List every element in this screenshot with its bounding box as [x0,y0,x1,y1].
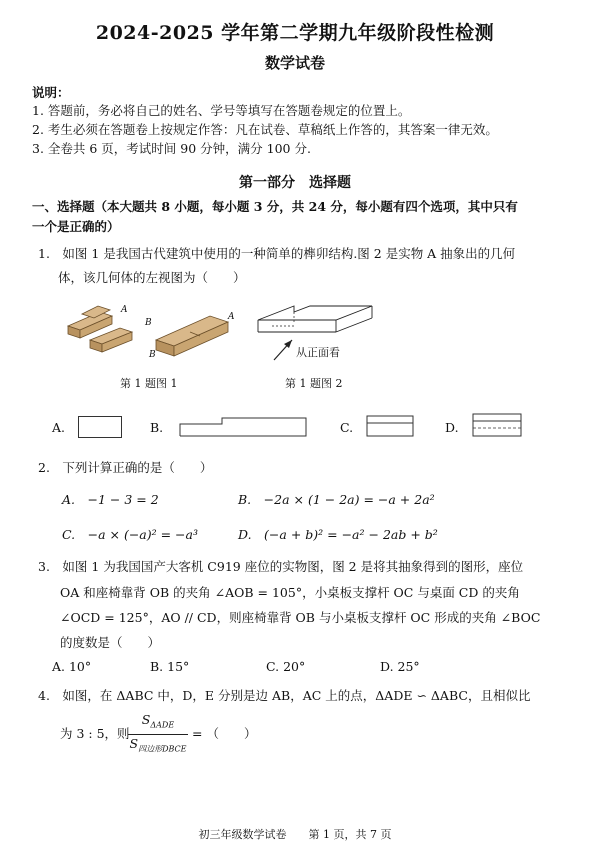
q3-option-c: C. 20° [266,659,306,674]
q3-option-b: B. 15° [150,659,190,674]
page-title: 2024-2025 学年第二学期九年级阶段性检测 [95,22,495,44]
fig1-label-b1: B [145,318,152,328]
instructions-heading: 说明： [32,85,70,100]
q2-stem: 2. 下列计算正确的是（ ） [38,460,213,475]
q1-stem-line2: 体，该几何体的左视图为（ ） [58,270,246,285]
q4-fraction [128,712,188,756]
instruction-item-1: 1. 答题前，务必将自己的姓名、学号等填写在答题卷规定的位置上。 [32,103,411,118]
instruction-item-2: 2. 考生必须在答题卷上按规定作答：凡在试卷、草稿纸上作答的，其答案一律无效。 [32,122,498,137]
fig1-label-a: A [121,305,128,315]
q4-fraction-denominator: $S_{四边形DBCE}$ [129,735,187,753]
q1-option-c-label: C. [340,420,354,435]
q3-option-a: A. 10° [52,659,92,674]
page-footer: 初三年级数学试卷 第 1 页，共 7 页 [198,828,392,841]
q4-fraction-numerator: $S_{\Delta ADE}$ [141,712,175,730]
page-subtitle: 数学试卷 [264,54,325,72]
section-heading-line2: 一个是正确的） [32,219,120,234]
fig2-caption: 第 1 题图 2 [285,377,343,390]
section-heading-line1: 一、选择题（本大题共 8 小题，每小题 3 分，共 24 分，每小题有四个选项，其中只有 [32,199,518,214]
q1-option-c-shape [366,414,414,438]
q1-stem-line1: 1. 如图 1 是我国古代建筑中使用的一种简单的榫卯结构.图 2 是实物 A 抽象出的几何 [38,246,516,261]
q1-option-b-label: B. [150,420,164,435]
fig1-label-a2: A [228,312,235,322]
q2-option-b: B. −2a × (1 − 2a) = −a + 2a² [238,492,435,507]
q4-stem-line2-prefix: 为 3 : 5，则 [60,726,130,741]
fig1-label-b2: B [149,350,156,360]
q3-stem-line1: 3. 如图 1 为我国国产大客机 C919 座位的实物图，图 2 是将其抽象得到的图形，座位 [38,559,524,574]
q1-option-a-label: A. [52,420,66,435]
q4-stem-line1: 4. 如图，在 ΔABC 中，D，E 分别是边 AB，AC 上的点，ΔADE ∽ ΔABC，且相似比 [38,688,531,703]
q4-stem-line2-suffix: = （ ） [192,726,257,741]
q1-option-d-label: D. [445,420,459,435]
q3-stem-line2: OA 和座椅靠背 OB 的夹角 ∠AOB = 105°，小桌板支撑杆 OC 与桌面 CD 的夹角 [60,585,520,600]
q3-stem-line4: 的度数是（ ） [60,635,161,650]
fig2-arrow-text: 从正面看 [296,346,340,359]
q2-option-c: C. −a × (−a)² = −a³ [62,527,198,542]
section-title: 第一部分 选择题 [239,175,351,191]
q1-option-a-shape [78,416,122,438]
q2-option-d: D. (−a + b)² = −a² − 2ab + b² [238,527,438,542]
q3-option-d: D. 25° [380,659,420,674]
q2-option-a: A. −1 − 3 = 2 [62,492,159,507]
instruction-item-3: 3. 全卷共 6 页，考试时间 90 分钟，满分 100 分. [32,141,311,156]
q1-option-d-shape [472,412,522,440]
q3-stem-line3: ∠OCD = 125°，AO // CD，则座椅靠背 OB 与小桌板支撑杆 OC 形成的夹角 ∠BOC [60,610,541,625]
fig1-caption: 第 1 题图 1 [120,377,178,390]
q1-option-b-shape [178,414,308,438]
